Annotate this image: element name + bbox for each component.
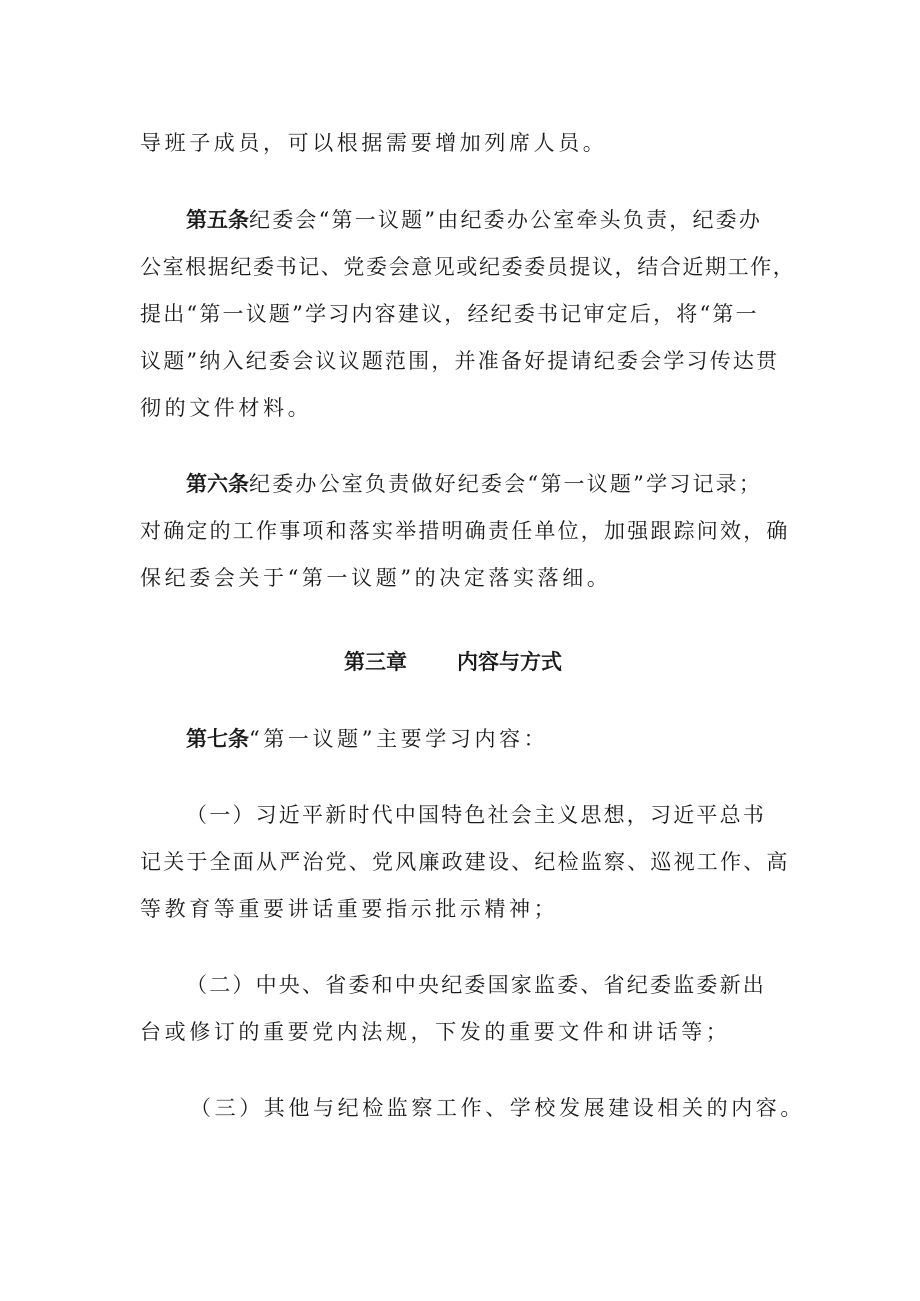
article-5-text: 纪委会“第一议题”由纪委办公室牵头负责，纪委办 — [249, 208, 763, 232]
item-1-line-2: 记关于全面从严治党、党风廉政建设、纪检监察、巡视工作、高 — [140, 850, 790, 874]
article-7-line — [186, 724, 548, 754]
chapter-number: 第三章 — [344, 650, 407, 674]
item-3-line-1: （三）其他与纪检监察工作、学校发展建设相关的内容。 — [190, 1096, 805, 1120]
article-5-line-5: 彻的文件材料。 — [140, 396, 313, 420]
article-6-line-3: 保纪委会关于“第一议题”的决定落实落细。 — [140, 566, 612, 590]
chapter-title: 内容与方式 — [457, 650, 562, 674]
item-1-line-3: 等教育等重要讲话重要指示批示精神； — [140, 897, 559, 921]
paragraph-continuation-line: 导班子成员，可以根据需要增加列席人员。 — [140, 131, 608, 155]
chapter-heading — [344, 647, 562, 677]
article-6-line-2: 对确定的工作事项和落实举措明确责任单位，加强跟踪问效，确 — [140, 519, 790, 543]
item-2-line-1: （二）中央、省委和中央纪委国家监委、省纪委监委新出 — [186, 973, 766, 997]
article-5-line-4: 议题”纳入纪委会议议题范围，并准备好提请纪委会学习传达贯 — [140, 349, 780, 373]
article-5-line-2: 公室根据纪委书记、党委会意见或纪委委员提议，结合近期工作， — [140, 255, 796, 279]
article-5-line-1 — [186, 205, 762, 235]
article-5-label: 第五条 — [186, 208, 249, 232]
article-5-line-3: 提出“第一议题”学习内容建议，经纪委书记审定后，将“第一 — [140, 302, 759, 326]
article-6-text: 纪委办公室负责做好纪委会“第一议题”学习记录； — [249, 472, 763, 496]
article-6-label: 第六条 — [186, 472, 249, 496]
article-7-text: “第一议题”主要学习内容： — [249, 727, 549, 751]
article-6-line-1 — [186, 469, 762, 499]
item-2-line-2: 台或修订的重要党内法规，下发的重要文件和讲话等； — [140, 1020, 731, 1044]
item-1-line-1: （一）习近平新时代中国特色社会主义思想，习近平总书 — [186, 803, 766, 827]
article-7-label: 第七条 — [186, 727, 249, 751]
